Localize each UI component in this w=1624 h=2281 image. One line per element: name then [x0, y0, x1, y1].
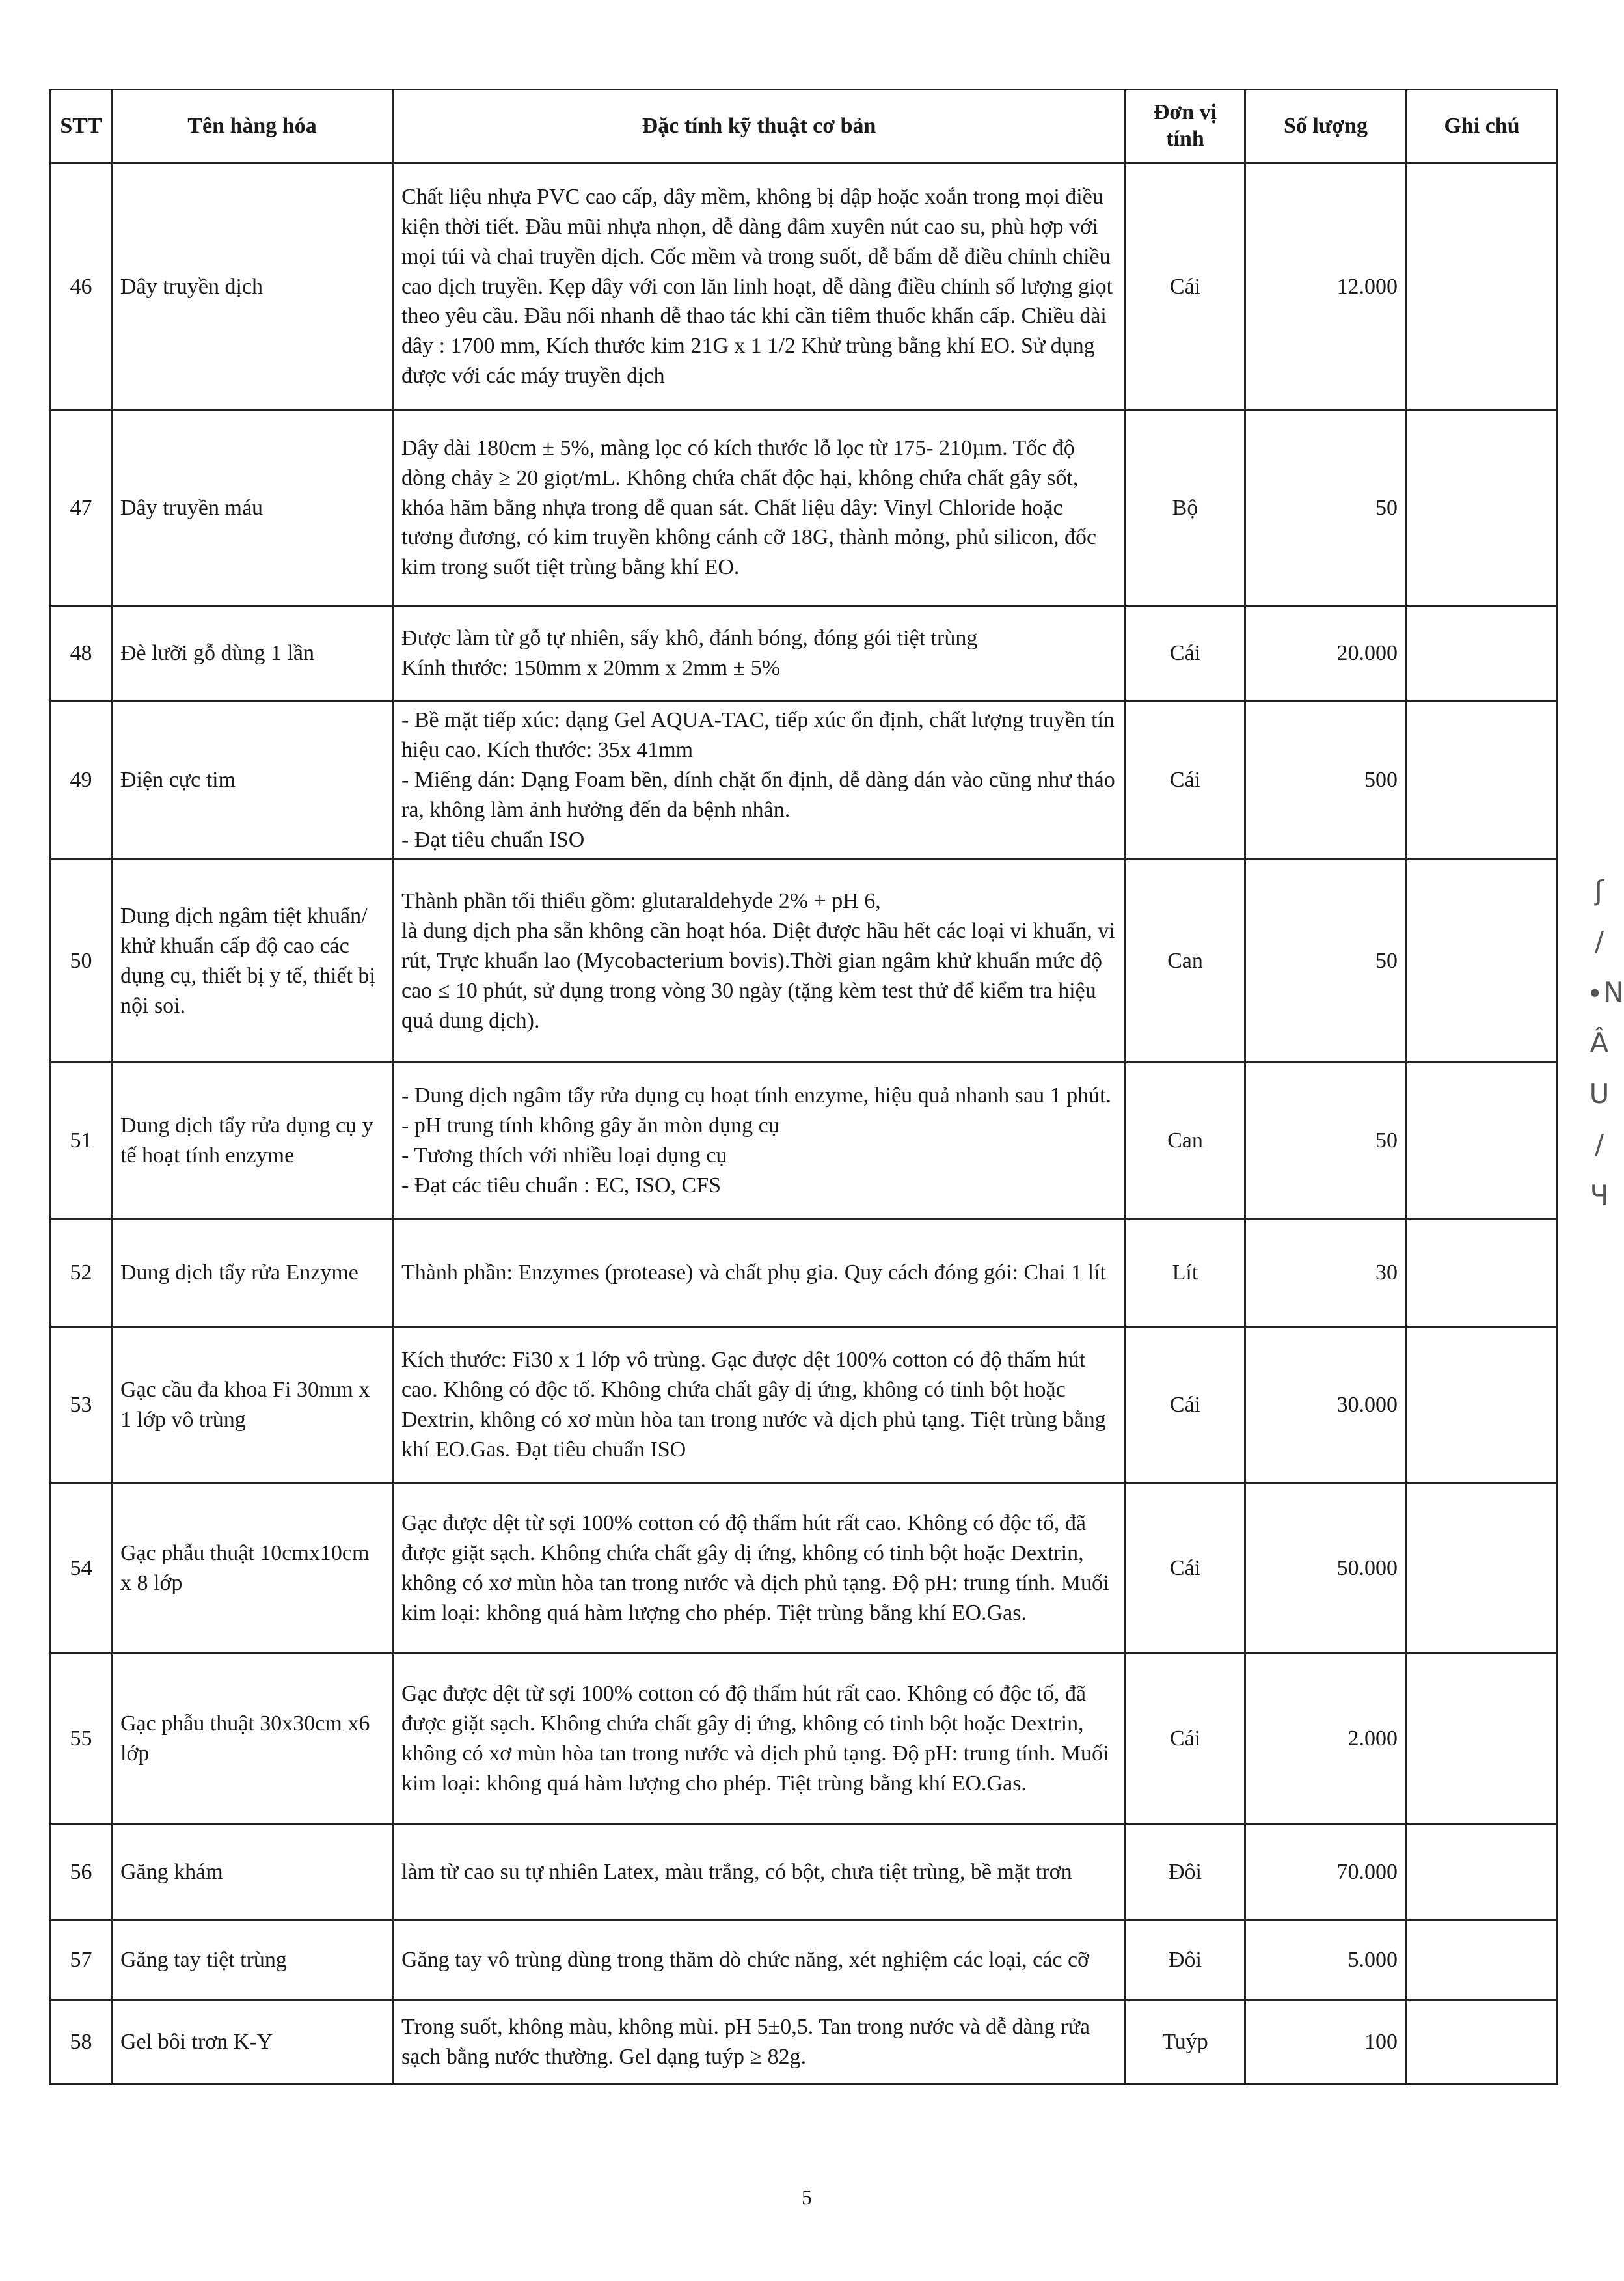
- spec-line: - Miếng dán: Dạng Foam bền, dính chặt ổn định, dễ dàng dán vào cũng như tháo ra, không làm ảnh hưởng đến da bệnh nhân.: [401, 767, 1115, 822]
- spec-line: Dây dài 180cm ± 5%, màng lọc có kích thước lỗ lọc từ 175- 210µm. Tốc độ dòng chảy ≥ 20 giọt/mL. Không chứa chất độc hại, không chứa chất gây sốt, khóa hãm bằng nhựa trong dễ quan sát. Chất liệu dây: Vinyl Chloride hoặc tương đương, có kim truyền không cánh cỡ 18G, thành mỏng, phủ silicon, đốc kim trong suốt tiệt trùng bằng khí EO.: [401, 435, 1097, 580]
- cell-spec: [393, 2000, 1126, 2084]
- header-note: Ghi chú: [1407, 90, 1558, 163]
- cell-quantity: 500: [1245, 701, 1407, 860]
- cell-stt: 51: [51, 1063, 112, 1219]
- cell-product-name: Găng khám: [112, 1824, 393, 1920]
- cell-quantity: 5.000: [1245, 1920, 1407, 2000]
- cell-product-name: Dung dịch tẩy rửa Enzyme: [112, 1219, 393, 1327]
- cell-product-name: Đè lưỡi gỗ dùng 1 lần: [112, 606, 393, 701]
- table-row: [51, 1483, 1558, 1654]
- cell-note: [1407, 1920, 1558, 2000]
- cell-stt: 52: [51, 1219, 112, 1327]
- cell-product-name: Gel bôi trơn K-Y: [112, 2000, 393, 2084]
- spec-line: Gạc được dệt từ sợi 100% cotton có độ thấm hút rất cao. Không có độc tố, đã được giặt sạch. Không chứa chất gây dị ứng, không có tinh bột hoặc Dextrin, không có xơ mùn hòa tan trong nước và dịch phủ tạng. Độ pH: trung tính. Muối kim loại: không quá hàm lượng cho phép. Tiệt trùng bằng khí EO.Gas.: [401, 1682, 1109, 1796]
- cell-note: [1407, 411, 1558, 606]
- table-header: [51, 90, 1558, 163]
- cell-note: [1407, 1219, 1558, 1327]
- cell-unit: Lít: [1126, 1219, 1245, 1327]
- spec-line: Thành phần: Enzymes (protease) và chất phụ gia. Quy cách đóng gói: Chai 1 lít: [401, 1261, 1106, 1285]
- spec-line: - Bề mặt tiếp xúc: dạng Gel AQUA-TAC, tiếp xúc ổn định, chất lượng truyền tín hiệu cao. Kích thước: 35x 41mm: [401, 708, 1115, 762]
- cell-spec: [393, 860, 1126, 1063]
- page-number: 5: [802, 2185, 812, 2209]
- cell-product-name: Gạc cầu đa khoa Fi 30mm x 1 lớp vô trùng: [112, 1327, 393, 1483]
- cell-quantity: 100: [1245, 2000, 1407, 2084]
- cell-unit: Cái: [1126, 1654, 1245, 1824]
- cell-unit: Cái: [1126, 1327, 1245, 1483]
- cell-spec: [393, 411, 1126, 606]
- spec-line: làm từ cao su tự nhiên Latex, màu trắng, có bột, chưa tiệt trùng, bề mặt trơn: [401, 1860, 1072, 1884]
- cell-stt: 46: [51, 163, 112, 411]
- table-row: [51, 2000, 1558, 2084]
- cell-stt: 53: [51, 1327, 112, 1483]
- cell-product-name: Dung dịch ngâm tiệt khuẩn/ khử khuẩn cấp độ cao các dụng cụ, thiết bị y tế, thiết bị nội soi.: [112, 860, 393, 1063]
- header-name: Tên hàng hóa: [112, 90, 393, 163]
- cell-stt: 54: [51, 1483, 112, 1654]
- header-unit: Đơn vị tính: [1126, 90, 1245, 163]
- margin-mark: ∙N: [1586, 976, 1624, 1008]
- margin-mark: U: [1589, 1078, 1610, 1110]
- product-spec-table: [49, 89, 1558, 2085]
- table-row: [51, 701, 1558, 860]
- cell-product-name: Gạc phẫu thuật 10cmx10cm x 8 lớp: [112, 1483, 393, 1654]
- cell-product-name: Dây truyền dịch: [112, 163, 393, 411]
- cell-stt: 56: [51, 1824, 112, 1920]
- spec-line: Thành phần tối thiểu gồm: glutaraldehyde 2% + pH 6,: [401, 889, 881, 914]
- spec-line: - Đạt các tiêu chuẩn : EC, ISO, CFS: [401, 1173, 722, 1197]
- spec-line: Trong suốt, không màu, không mùi. pH 5±0,5. Tan trong nước và dễ dàng rửa sạch bằng nước thường. Gel dạng tuýp ≥ 82g.: [401, 2015, 1090, 2069]
- cell-stt: 48: [51, 606, 112, 701]
- cell-spec: [393, 1219, 1126, 1327]
- cell-spec: [393, 606, 1126, 701]
- cell-stt: 57: [51, 1920, 112, 2000]
- cell-stt: 55: [51, 1654, 112, 1824]
- cell-unit: Đôi: [1126, 1824, 1245, 1920]
- cell-quantity: 12.000: [1245, 163, 1407, 411]
- table-row: [51, 860, 1558, 1063]
- table-row: [51, 411, 1558, 606]
- cell-product-name: Găng tay tiệt trùng: [112, 1920, 393, 2000]
- cell-quantity: 50: [1245, 1063, 1407, 1219]
- cell-spec: [393, 1483, 1126, 1654]
- cell-spec: [393, 163, 1126, 411]
- cell-unit: Cái: [1126, 701, 1245, 860]
- cell-unit: Cái: [1126, 606, 1245, 701]
- spec-line: Kính thước: 150mm x 20mm x 2mm ± 5%: [401, 655, 781, 680]
- cell-quantity: 50: [1245, 860, 1407, 1063]
- cell-stt: 49: [51, 701, 112, 860]
- cell-product-name: Gạc phẫu thuật 30x30cm x6 lớp: [112, 1654, 393, 1824]
- spec-line: Được làm từ gỗ tự nhiên, sấy khô, đánh bóng, đóng gói tiệt trùng: [401, 625, 978, 650]
- cell-note: [1407, 860, 1558, 1063]
- table-row: [51, 163, 1558, 411]
- cell-unit: Bộ: [1126, 411, 1245, 606]
- spec-line: - Tương thích với nhiều loại dụng cụ: [401, 1143, 727, 1168]
- margin-mark: /: [1594, 925, 1604, 957]
- cell-note: [1407, 2000, 1558, 2084]
- cell-product-name: Dây truyền máu: [112, 411, 393, 606]
- table-row: [51, 1920, 1558, 2000]
- spec-line: Gạc được dệt từ sợi 100% cotton có độ thấm hút rất cao. Không có độc tố, đã được giặt sạch. Không chứa chất gây dị ứng, không có tinh bột hoặc Dextrin, không có xơ mùn hòa tan trong nước và dịch phủ tạng. Độ pH: trung tính. Muối kim loại: không quá hàm lượng cho phép. Tiệt trùng bằng khí EO.Gas.: [401, 1511, 1109, 1625]
- cell-note: [1407, 701, 1558, 860]
- cell-product-name: Dung dịch tẩy rửa dụng cụ y tế hoạt tính enzyme: [112, 1063, 393, 1219]
- cell-note: [1407, 1824, 1558, 1920]
- cell-spec: [393, 701, 1126, 860]
- cell-quantity: 30: [1245, 1219, 1407, 1327]
- cell-note: [1407, 1063, 1558, 1219]
- margin-handwritten-marks: [1586, 866, 1624, 1221]
- spec-line: - Đạt tiêu chuẩn ISO: [401, 827, 585, 852]
- margin-mark: ʃ: [1594, 875, 1604, 907]
- cell-unit: Cái: [1126, 1483, 1245, 1654]
- table-row: [51, 1063, 1558, 1219]
- cell-note: [1407, 1654, 1558, 1824]
- cell-quantity: 20.000: [1245, 606, 1407, 701]
- cell-spec: [393, 1327, 1126, 1483]
- header-qty: Số lượng: [1245, 90, 1407, 163]
- cell-note: [1407, 163, 1558, 411]
- margin-mark: Ч: [1590, 1179, 1609, 1211]
- cell-note: [1407, 1327, 1558, 1483]
- header-spec: Đặc tính kỹ thuật cơ bản: [393, 90, 1126, 163]
- table-body: [51, 163, 1558, 2084]
- cell-spec: [393, 1920, 1126, 2000]
- cell-unit: Can: [1126, 860, 1245, 1063]
- cell-stt: 47: [51, 411, 112, 606]
- header-stt: STT: [51, 90, 112, 163]
- table-row: [51, 1327, 1558, 1483]
- cell-unit: Can: [1126, 1063, 1245, 1219]
- spec-line: - Dung dịch ngâm tẩy rửa dụng cụ hoạt tính enzyme, hiệu quả nhanh sau 1 phút.: [401, 1084, 1112, 1108]
- cell-note: [1407, 606, 1558, 701]
- cell-unit: Cái: [1126, 163, 1245, 411]
- spec-line: Chất liệu nhựa PVC cao cấp, dây mềm, không bị dập hoặc xoắn trong mọi điều kiện thời tiết. Đầu mũi nhựa nhọn, dễ dàng đâm xuyên nút cao su, phù hợp với mọi túi và chai truyền dịch. Cốc mềm và trong suốt, dễ bấm dễ điều chỉnh chiều cao dịch truyền. Kẹp dây với con lăn linh hoạt, dễ dàng điều chỉnh số lượng giọt theo yêu cầu. Đầu nối nhanh dễ thao tác khi cần tiêm thuốc khẩn cấp. Chiều dài dây : 1700 mm, Kích thước kim 21G x 1 1/2 Khử trùng bằng khí EO. Sử dụng được với các máy truyền dịch: [401, 184, 1113, 389]
- cell-quantity: 2.000: [1245, 1654, 1407, 1824]
- cell-unit: Tuýp: [1126, 2000, 1245, 2084]
- margin-mark: /: [1594, 1128, 1604, 1160]
- cell-quantity: 30.000: [1245, 1327, 1407, 1483]
- table-row: [51, 606, 1558, 701]
- spec-line: là dung dịch pha sẵn không cần hoạt hóa. Diệt được hầu hết các loại vi khuẩn, vi rút, Trực khuẩn lao (Mycobacterium bovis).Thời gian ngâm khử khuẩn mức độ cao ≤ 10 phút, sử dụng trong vòng 30 ngày (tặng kèm test thử để kiểm tra hiệu quả dung dịch).: [401, 919, 1115, 1033]
- table-row: [51, 1219, 1558, 1327]
- cell-unit: Đôi: [1126, 1920, 1245, 2000]
- margin-mark: Â: [1590, 1027, 1609, 1059]
- table-row: [51, 1824, 1558, 1920]
- cell-stt: 50: [51, 860, 112, 1063]
- spec-line: Găng tay vô trùng dùng trong thăm dò chức năng, xét nghiệm các loại, các cỡ: [401, 1948, 1090, 1972]
- cell-quantity: 50: [1245, 411, 1407, 606]
- spec-line: Kích thước: Fi30 x 1 lớp vô trùng. Gạc được dệt 100% cotton có độ thấm hút cao. Không có độc tố. Không chứa chất gây dị ứng, không có tinh bột hoặc Dextrin, không có xơ mùn hòa tan trong nước và dịch phủ tạng. Tiệt trùng bằng khí EO.Gas. Đạt tiêu chuẩn ISO: [401, 1348, 1106, 1462]
- cell-stt: 58: [51, 2000, 112, 2084]
- cell-spec: [393, 1824, 1126, 1920]
- cell-note: [1407, 1483, 1558, 1654]
- cell-quantity: 50.000: [1245, 1483, 1407, 1654]
- table-row: [51, 1654, 1558, 1824]
- cell-spec: [393, 1063, 1126, 1219]
- cell-quantity: 70.000: [1245, 1824, 1407, 1920]
- cell-product-name: Điện cực tim: [112, 701, 393, 860]
- spec-line: - pH trung tính không gây ăn mòn dụng cụ: [401, 1113, 779, 1138]
- cell-spec: [393, 1654, 1126, 1824]
- header-row: [51, 90, 1558, 163]
